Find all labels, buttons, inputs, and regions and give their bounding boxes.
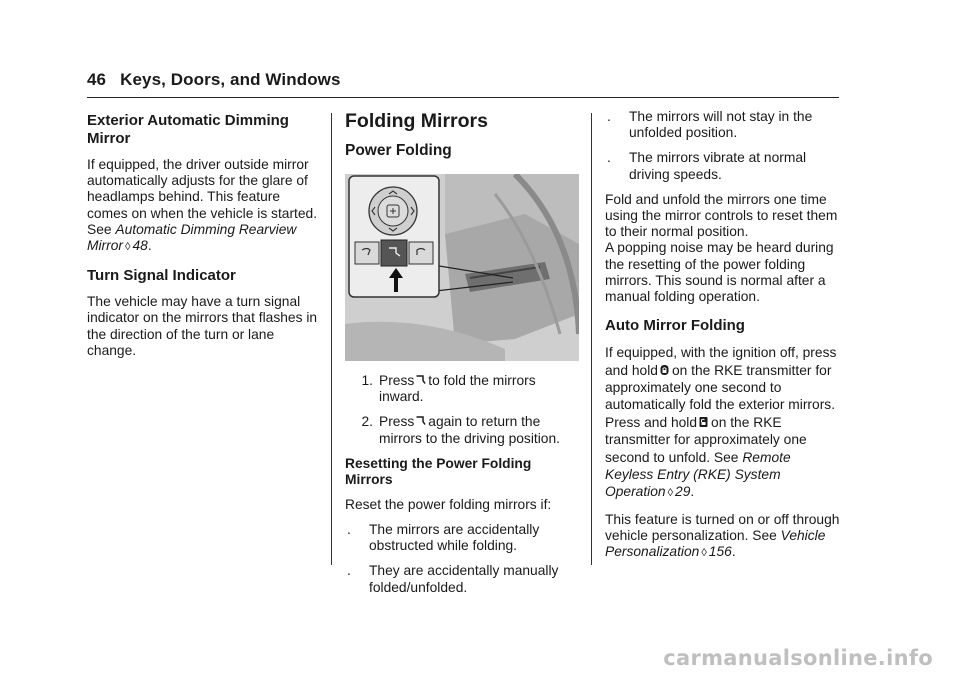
heading-auto-mirror-folding: Auto Mirror Folding (605, 317, 745, 335)
page-number: 46 (87, 70, 107, 89)
page-reference-icon: ◊ (701, 547, 707, 560)
xref-link-rke[interactable]: Remote Keyless Entry (RKE) System Operation (605, 449, 791, 500)
heading-resetting-power-folding: Resetting the Power Folding Mirrors (345, 455, 532, 487)
header-rule (87, 97, 839, 98)
column-divider-2 (591, 113, 592, 565)
xref-page-personalization[interactable]: 156 (708, 544, 732, 560)
reset-intro: Reset the power folding mirrors if: (345, 496, 552, 512)
list-item: . The mirrors are accidentally obstructed while folding. (347, 522, 540, 554)
list-item: . The mirrors will not stay in the unfolded position. (607, 109, 813, 141)
personalization-paragraph: This feature is turned on or off through vehicle personalization. See Vehicle Personalization ◊ 156. (605, 512, 841, 562)
mirror-fold-icon (415, 374, 426, 386)
page-reference-icon: ◊ (125, 241, 131, 254)
xref-link-dimming-mirror[interactable]: Automatic Dimming Rearview Mirror (87, 221, 297, 254)
column-2 (345, 109, 581, 605)
mirror-fold-icon (415, 415, 426, 427)
popping-noise-paragraph: A popping noise may be heard during the resetting of the power folding mirrors. This sound is normal after a manual folding operation. (605, 240, 834, 305)
heading-folding-mirrors: Folding Mirrors (345, 110, 488, 132)
list-item: . The mirrors vibrate at normal driving speeds. (607, 150, 807, 182)
door-panel-drawing (345, 174, 579, 361)
chapter-title: Keys, Doors, and Windows (120, 70, 341, 89)
dimming-mirror-paragraph: If equipped, the driver outside mirror automatically adjusts for the glare of headlamps behind. This feature comes on when the vehicle is started. See Automatic Dimming Rearview Mirror ◊ 48. (87, 157, 322, 255)
step-2: 2. Press again to return the mirrors to the driving position. (361, 414, 560, 446)
xref-link-personalization[interactable]: Vehicle Personalization (605, 528, 826, 560)
column-3 (605, 109, 841, 571)
column-divider-1 (331, 113, 332, 565)
page-reference-icon: ◊ (667, 487, 674, 500)
watermark: carmanualsonline.info (663, 646, 933, 670)
lock-icon (659, 364, 670, 376)
turn-signal-paragraph: The vehicle may have a turn signal indicator on the mirrors that flashes in the direction of the turn or lane change. (87, 294, 318, 358)
step-1: 1. Press to fold the mirrors inward. (361, 373, 536, 405)
heading-exterior-dimming-mirror: Exterior Automatic Dimming Mirror (87, 112, 289, 147)
list-item: . They are accidentally manually folded/unfolded. (347, 563, 559, 595)
mirror-control-illustration (345, 174, 579, 361)
column-1 (87, 109, 322, 368)
xref-page-dimming-mirror[interactable]: 48 (132, 238, 148, 254)
auto-folding-paragraph: If equipped, with the ignition off, press and hold on the RKE transmitter for approximately one second to automatically fold the exterior mirrors. Press and hold on the RKE transmitter for approximately one second to unfold. See Remote Keyless Entry (RKE) System Operation ◊ 29. (605, 344, 841, 503)
reset-procedure-paragraph: Fold and unfold the mirrors one time using the mirror controls to reset them to their normal position. (605, 191, 838, 240)
heading-turn-signal-indicator: Turn Signal Indicator (87, 267, 236, 285)
unlock-icon (698, 416, 709, 428)
xref-page-rke[interactable]: 29 (675, 484, 691, 500)
heading-power-folding: Power Folding (345, 142, 452, 159)
page-header (87, 70, 341, 90)
